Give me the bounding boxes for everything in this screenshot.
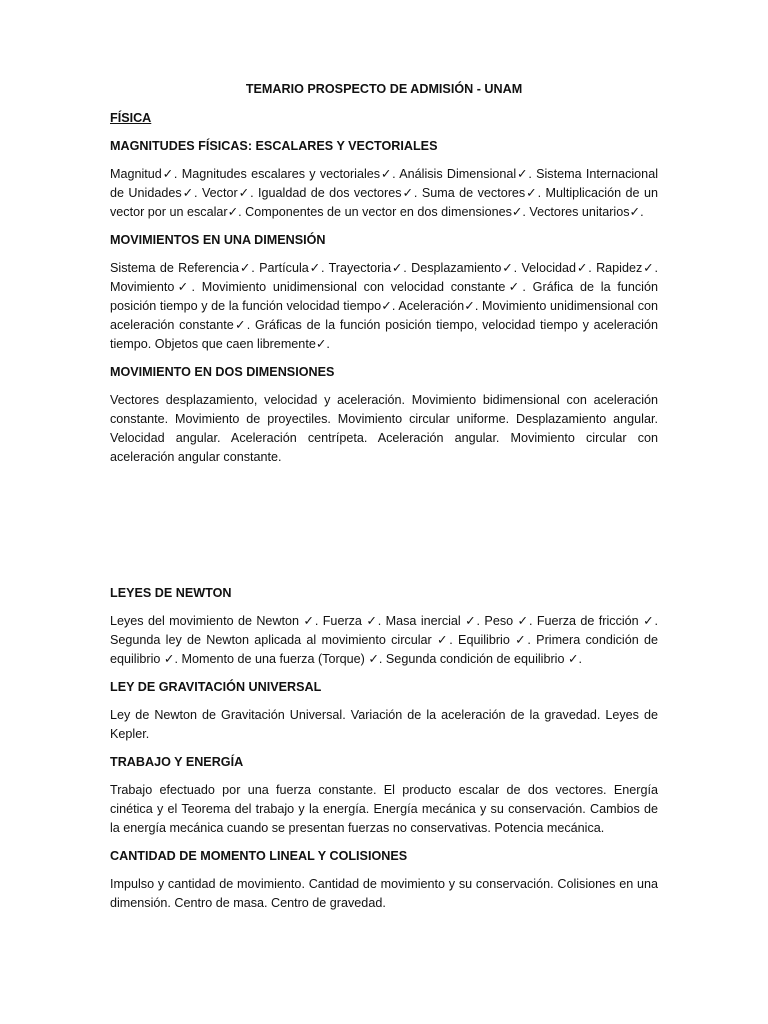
- section-body: Sistema de Referencia✓. Partícula✓. Trayectoria✓. Desplazamiento✓. Velocidad✓. Rapidez✓. Movimiento✓. Movimiento unidimensional con velocidad constante✓. Gráfica de la función posición tiempo y de la función velocidad tiempo✓. Aceleración✓. Movimiento unidimensional con aceleración constante✓. Gráficas de la función posición tiempo, velocidad tiempo y aceleración tiempo. Objetos que caen libremente✓.: [110, 261, 658, 351]
- section-heading: LEY DE GRAVITACIÓN UNIVERSAL: [110, 680, 322, 694]
- section-heading: MAGNITUDES FÍSICAS: ESCALARES Y VECTORIALES: [110, 139, 438, 153]
- subject-heading: FÍSICA: [110, 111, 152, 125]
- section-body: Leyes del movimiento de Newton ✓. Fuerza ✓. Masa inercial ✓. Peso ✓. Fuerza de fricción ✓. Segunda ley de Newton aplicada al movimiento circular ✓. Equilibrio ✓. Primera condición de equilibrio ✓. Momento de una fuerza (Torque) ✓. Segunda condición de equilibrio ✓.: [110, 614, 658, 666]
- section-heading: MOVIMIENTO EN DOS DIMENSIONES: [110, 365, 335, 379]
- section-body: Trabajo efectuado por una fuerza constante. El producto escalar de dos vectores. Energía cinética y el Teorema del trabajo y la energía. Energía mecánica y su conservación. Cambios de la energía mecánica cuando se presentan fuerzas no conservativas. Potencia mecánica.: [110, 783, 658, 835]
- section-body: Ley de Newton de Gravitación Universal. Variación de la aceleración de la gravedad. Leyes de Kepler.: [110, 708, 658, 741]
- section-heading: CANTIDAD DE MOMENTO LINEAL Y COLISIONES: [110, 849, 408, 863]
- section-body: Impulso y cantidad de movimiento. Cantidad de movimiento y su conservación. Colisiones en una dimensión. Centro de masa. Centro de gravedad.: [110, 877, 658, 910]
- section-heading: TRABAJO Y ENERGÍA: [110, 755, 244, 769]
- section-body: Magnitud✓. Magnitudes escalares y vectoriales✓. Análisis Dimensional✓. Sistema Internacional de Unidades✓. Vector✓. Igualdad de dos vectores✓. Suma de vectores✓. Multiplicación de un vector por un escalar✓. Componentes de un vector en dos dimensiones✓. Vectores unitarios✓.: [110, 167, 658, 219]
- section-body: Vectores desplazamiento, velocidad y aceleración. Movimiento bidimensional con aceleración constante. Movimiento de proyectiles. Movimiento circular uniforme. Desplazamiento angular. Velocidad angular. Aceleración centrípeta. Aceleración angular. Movimiento circular con aceleración angular constante.: [110, 393, 658, 464]
- blank-space: [110, 476, 658, 584]
- document-page: [110, 80, 658, 922]
- document-title: TEMARIO PROSPECTO DE ADMISIÓN - UNAM: [245, 82, 523, 96]
- section-heading: LEYES DE NEWTON: [110, 586, 232, 600]
- section-heading: MOVIMIENTOS EN UNA DIMENSIÓN: [110, 233, 326, 247]
